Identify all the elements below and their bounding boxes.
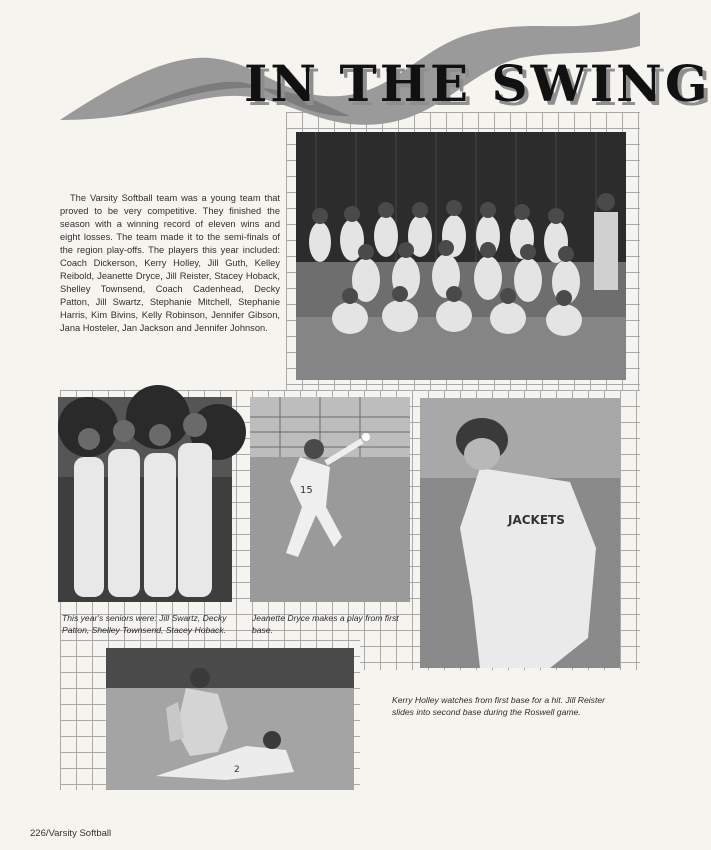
seniors-caption: This year's seniors were: Jill Swartz, Decky Patton, Shelley Townsend, Stacey Hoback. — [62, 613, 227, 635]
seniors-photo — [58, 397, 232, 602]
page-folio: 226/Varsity Softball — [30, 828, 112, 839]
dryce-play-photo — [250, 397, 410, 602]
slider-jersey-number: 2 — [234, 765, 240, 775]
dryce-caption: Jeanette Dryce makes a play from first base. — [252, 613, 399, 635]
roswell-slide-photo — [106, 648, 354, 790]
page-title: IN THE SWING — [244, 54, 711, 113]
holley-jersey-text: JACKETS — [508, 513, 565, 527]
holley-caption: Kerry Holley watches from first base for a hit. Jill Reister slides into second base during the Roswell game. — [392, 695, 605, 717]
team-photo — [296, 132, 626, 380]
holley-first-base-photo — [420, 398, 620, 668]
intro-paragraph: The Varsity Softball team was a young team that proved to be very competitive. They finished the season with a winning record of eleven wins and eight losses. The team made it to the semi-finals of the region play-offs. The players this year included: Coach Dickerson, Kerry Holley, Jill Guth, Kelley Reibold, Jeanette Dryce, Jill Reister, Stacey Hoback, Shelley Townsend, Coach Cadenhead, Decky Patton, Jill Swartz, Stephanie Mitchell, Stephanie Harris, Kim Bivins, Kelly Robinson, Jennifer Gibson, Jana Hosteler, Jan Jackson and Jennifer Johnson. — [60, 193, 280, 333]
pitcher-jersey-number: 15 — [300, 485, 313, 496]
